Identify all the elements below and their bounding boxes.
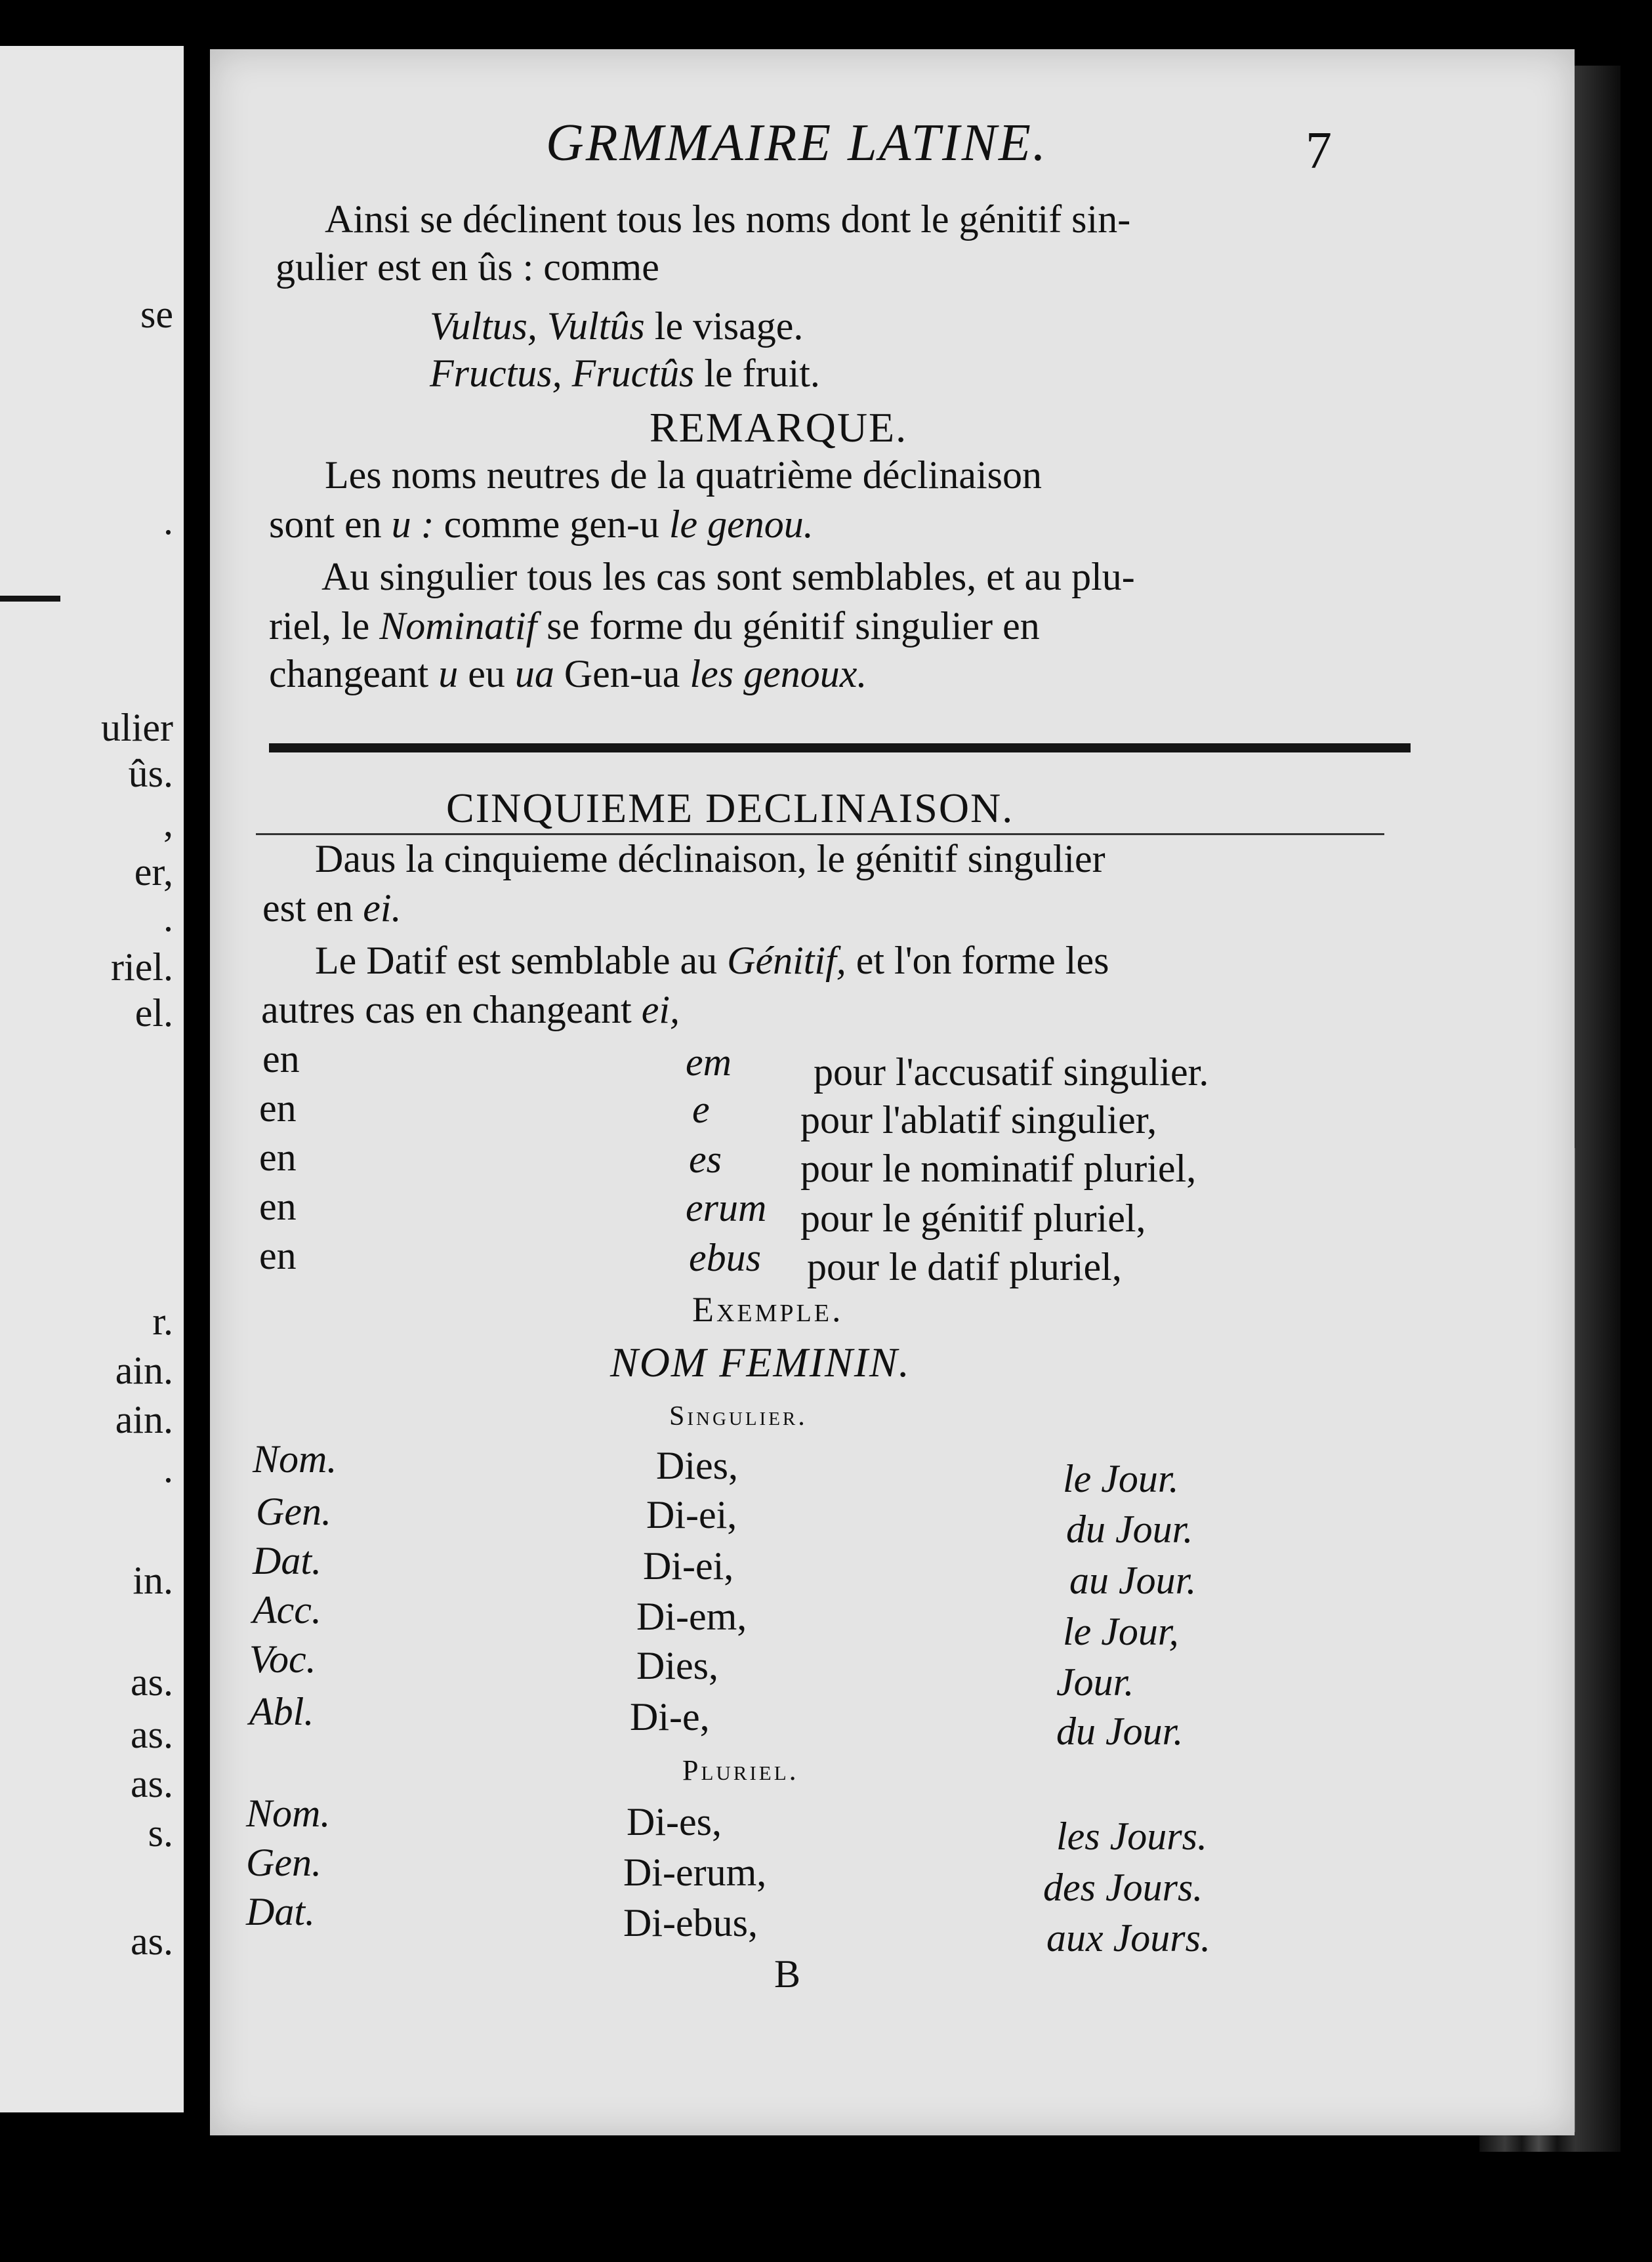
number-heading-singular: Singulier.	[669, 1401, 808, 1431]
fragment-text: ain.	[115, 1398, 173, 1441]
fragment-text: .	[163, 896, 173, 939]
text-run: changeant	[269, 652, 429, 695]
french-gloss: les Jours.	[1056, 1815, 1207, 1858]
noun-gender-heading: NOM FEMININ.	[610, 1339, 911, 1386]
ending-suffix: es	[689, 1138, 722, 1181]
case-label: Abl.	[249, 1690, 314, 1733]
french-gloss: du Jour.	[1066, 1508, 1193, 1551]
paragraph-line	[315, 938, 1109, 983]
french-gloss: le visage.	[654, 304, 804, 348]
text-run: les genoux.	[690, 652, 867, 695]
ending-en: en	[259, 1086, 297, 1130]
section-heading: CINQUIEME DECLINAISON.	[446, 785, 1014, 831]
paragraph-line: Les noms neutres de la quatrième déclinaison	[325, 453, 1042, 497]
fragment-text: se	[140, 293, 173, 336]
case-label: Acc.	[253, 1588, 321, 1632]
paragraph-line	[269, 651, 867, 697]
text-run: u	[438, 652, 459, 695]
text-run: comme gen-u	[444, 503, 659, 546]
fragment-text: el.	[134, 991, 173, 1035]
ending-suffix: ebus	[689, 1236, 761, 1279]
fragment-text: as.	[131, 1660, 173, 1704]
fragment-text: er,	[134, 850, 173, 894]
text-run: eu	[468, 652, 505, 695]
fragment-text: as.	[131, 1762, 173, 1805]
text-run: Le Datif est semblable au	[315, 939, 718, 982]
text-run: Nominatif	[379, 604, 537, 648]
text-run: ua	[514, 652, 554, 695]
fragment-text: ,	[163, 801, 173, 844]
section-heading: REMARQUE.	[650, 404, 908, 451]
fragment-text: r.	[152, 1300, 173, 1343]
book-page	[210, 49, 1575, 2135]
ending-suffix: em	[686, 1040, 732, 1084]
ending-description: pour le génitif pluriel,	[800, 1197, 1146, 1240]
french-gloss: le Jour.	[1063, 1457, 1179, 1500]
case-label: Nom.	[246, 1792, 331, 1835]
text-run: et l'on forme les	[856, 939, 1109, 982]
text-run: le genou.	[669, 503, 814, 546]
fragment-text: as.	[131, 1713, 173, 1756]
case-label: Dat.	[253, 1539, 321, 1582]
text-run: se forme du génitif singulier en	[547, 604, 1040, 648]
fragment-text: s.	[148, 1811, 173, 1855]
case-label: Dat.	[246, 1890, 315, 1933]
latin-word: Vultus, Vultûs	[430, 304, 645, 348]
ending-suffix: e	[692, 1088, 710, 1131]
french-gloss: au Jour.	[1069, 1559, 1197, 1602]
text-run: Génitif,	[727, 939, 846, 982]
latin-form: Di-e,	[630, 1695, 710, 1738]
ending-en: en	[259, 1234, 297, 1277]
latin-form: Dies,	[656, 1444, 738, 1487]
example-line	[430, 351, 820, 396]
paragraph-line	[262, 886, 402, 931]
paragraph-line	[269, 502, 814, 547]
case-label: Nom.	[253, 1437, 337, 1481]
text-run: ei.	[363, 886, 402, 930]
text-run: sont en	[269, 503, 382, 546]
text-run: u :	[391, 503, 434, 546]
fragment-text: ûs.	[128, 752, 173, 795]
paragraph-line	[269, 604, 1040, 649]
fragment-text: riel.	[111, 945, 173, 989]
ending-en: en	[259, 1136, 297, 1179]
latin-form: Dies,	[636, 1644, 718, 1687]
example-line	[430, 304, 803, 349]
paragraph-line: gulier est en ûs : comme	[276, 245, 659, 289]
ending-description: pour le nominatif pluriel,	[800, 1147, 1197, 1190]
ending-en: en	[259, 1185, 297, 1228]
case-label: Voc.	[249, 1637, 316, 1681]
french-gloss: Jour.	[1056, 1660, 1134, 1704]
fragment-text: in.	[133, 1559, 173, 1602]
fragment-text: as.	[131, 1920, 173, 1963]
ending-description: pour le datif pluriel,	[807, 1245, 1122, 1288]
french-gloss: le fruit.	[704, 352, 820, 395]
case-label: Gen.	[246, 1841, 321, 1884]
paragraph-line: Au singulier tous les cas sont semblables, et au plu-	[321, 555, 1135, 598]
fragment-text: .	[163, 499, 173, 543]
french-gloss: aux Jours.	[1046, 1916, 1210, 1960]
text-run: ei,	[641, 988, 680, 1031]
text-run: riel, le	[269, 604, 370, 648]
text-run: est en	[262, 886, 354, 930]
paragraph-line	[261, 987, 680, 1033]
paragraph-line: Ainsi se déclinent tous les noms dont le génitif sin-	[325, 197, 1131, 241]
ending-suffix: erum	[686, 1186, 767, 1229]
divider-rule	[0, 596, 60, 602]
ending-en: en	[262, 1037, 300, 1080]
latin-form: Di-ebus,	[623, 1901, 758, 1944]
paragraph-line: Daus la cinquieme déclinaison, le génitif singulier	[315, 837, 1105, 880]
latin-form: Di-ei,	[646, 1493, 737, 1536]
latin-word: Fructus, Fructûs	[430, 352, 695, 395]
previous-page-fragment	[0, 46, 184, 2112]
latin-form: Di-ei,	[643, 1544, 734, 1588]
number-heading-plural: Pluriel.	[682, 1754, 799, 1786]
text-run: autres cas en changeant	[261, 988, 632, 1031]
french-gloss: le Jour,	[1063, 1610, 1179, 1653]
fragment-text: ain.	[115, 1349, 173, 1392]
running-title: GRMMAIRE LATINE.	[546, 114, 1048, 172]
signature-mark: B	[774, 1952, 801, 1996]
text-run: Gen-ua	[564, 652, 680, 695]
heading-underline	[256, 833, 1384, 835]
latin-form: Di-em,	[636, 1595, 747, 1638]
page-number: 7	[1306, 122, 1332, 180]
latin-form: Di-es,	[627, 1800, 722, 1843]
section-divider	[269, 743, 1411, 752]
case-label: Gen.	[256, 1490, 331, 1533]
ending-description: pour l'accusatif singulier.	[814, 1050, 1209, 1094]
fragment-text: .	[163, 1447, 173, 1491]
latin-form: Di-erum,	[623, 1851, 767, 1894]
exemple-label: Exemple.	[692, 1290, 844, 1329]
french-gloss: du Jour.	[1056, 1710, 1184, 1753]
ending-description: pour l'ablatif singulier,	[800, 1098, 1157, 1141]
fragment-text: ulier	[101, 706, 173, 749]
french-gloss: des Jours.	[1043, 1866, 1203, 1909]
